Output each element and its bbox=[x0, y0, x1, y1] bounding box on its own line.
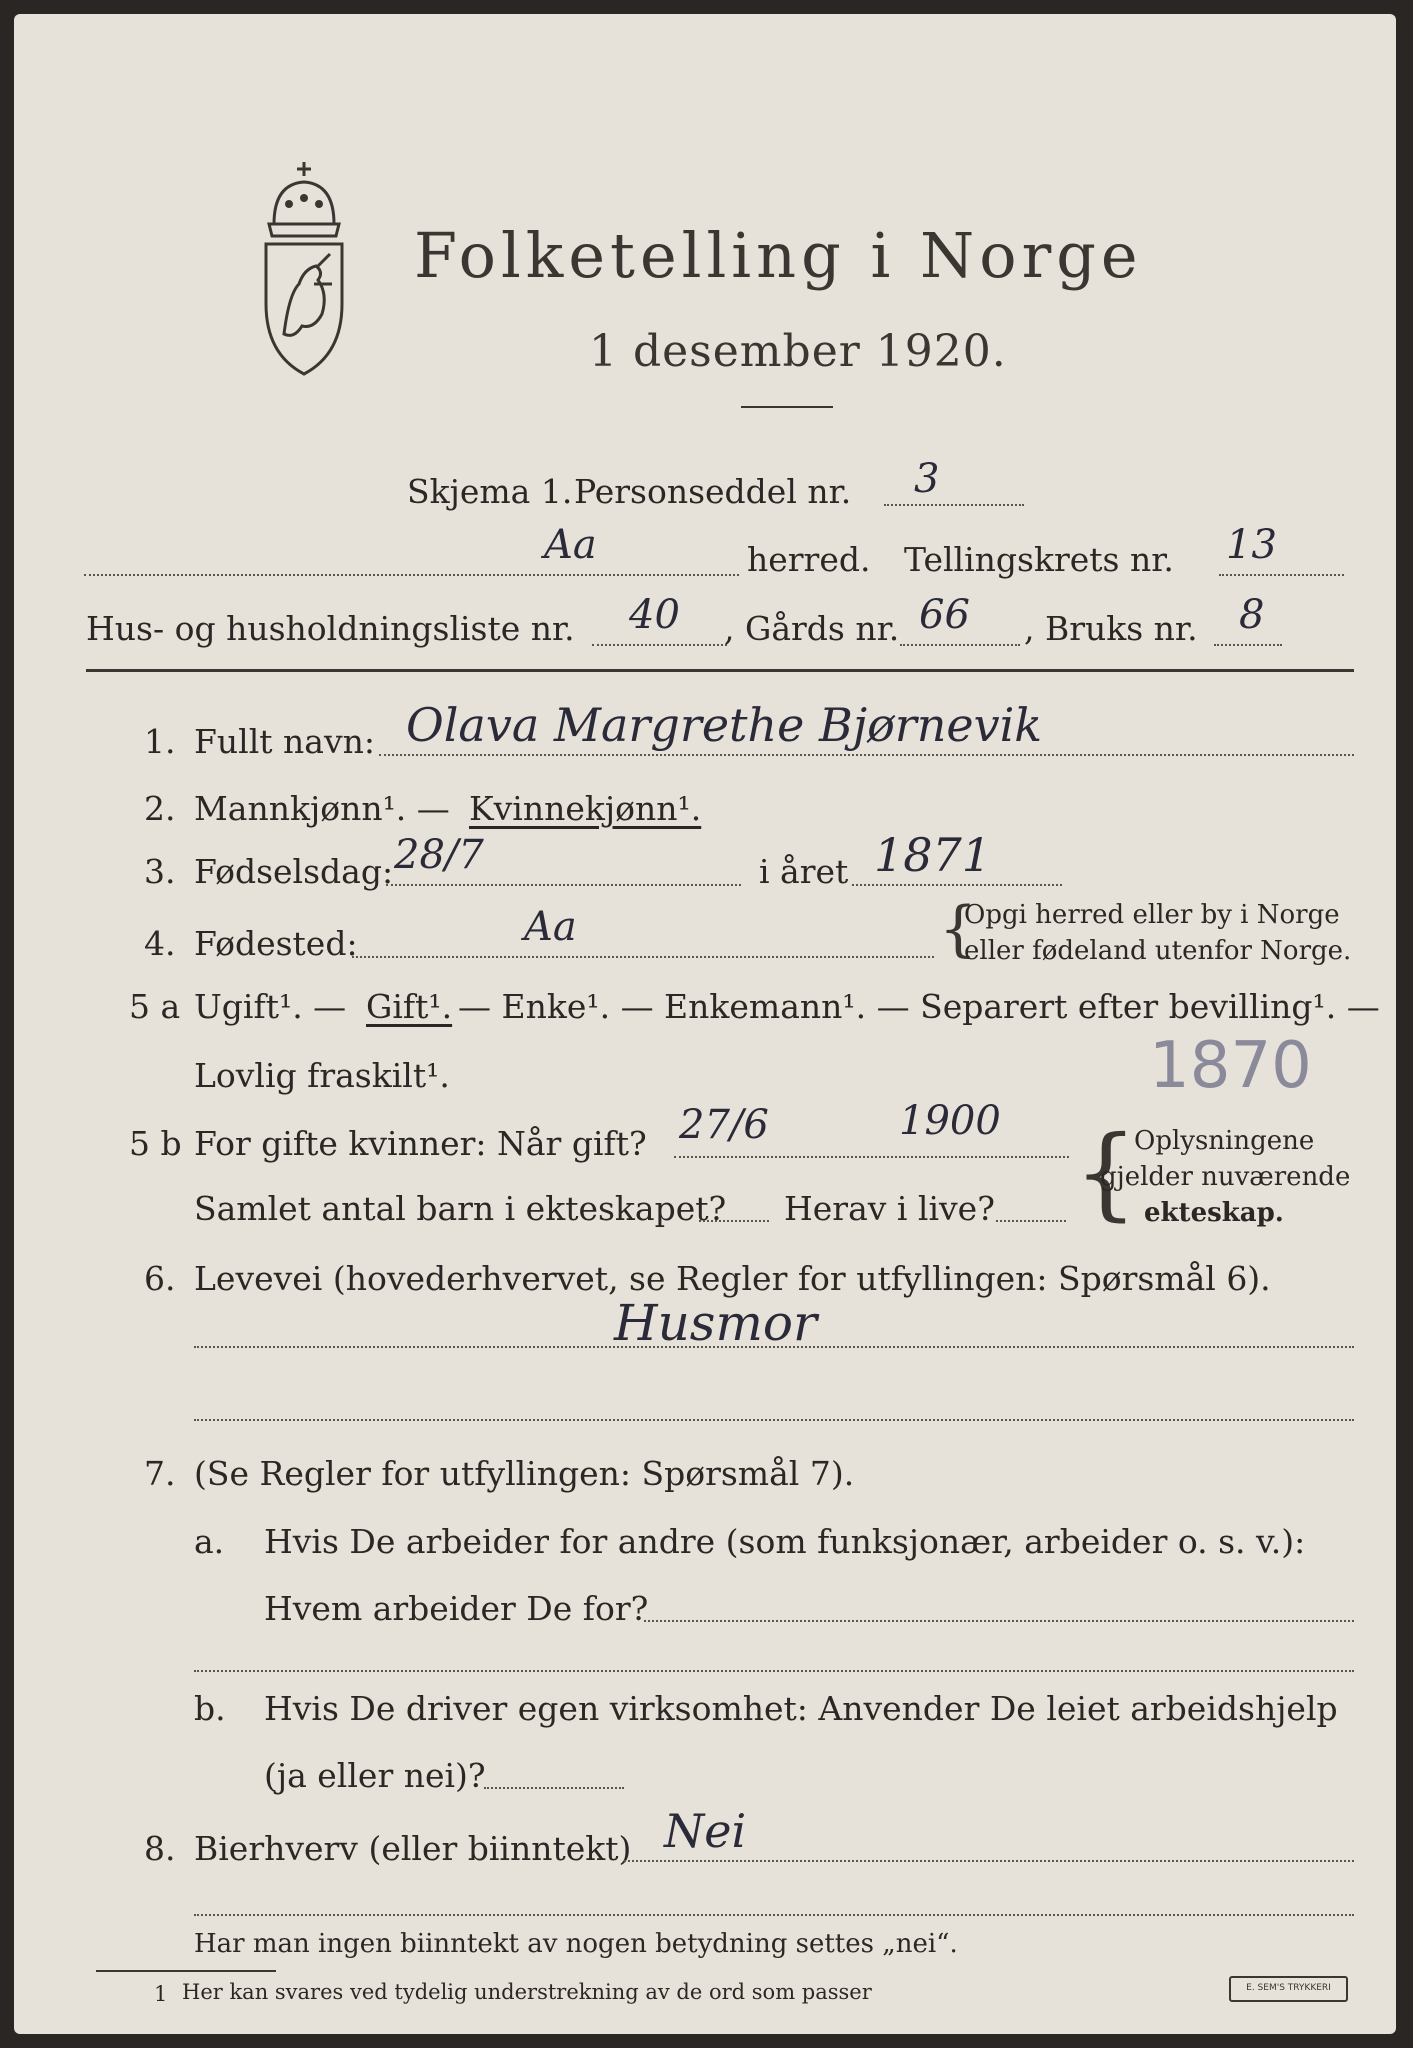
gards-value: 66 bbox=[919, 592, 970, 638]
bruks-field[interactable] bbox=[1214, 644, 1282, 646]
q3-number: 3. bbox=[144, 852, 176, 891]
occupation-field-2[interactable] bbox=[194, 1419, 1354, 1421]
tellingskrets-label: Tellingskrets nr. bbox=[904, 540, 1174, 579]
children-field[interactable] bbox=[699, 1220, 769, 1222]
employer-field-2[interactable] bbox=[194, 1670, 1354, 1672]
q4-number: 4. bbox=[144, 924, 176, 963]
birth-year-value: 1871 bbox=[874, 828, 992, 882]
title-divider bbox=[741, 406, 833, 408]
q4-label: Fødested: bbox=[194, 924, 358, 963]
q1-label: Fullt navn: bbox=[194, 722, 375, 761]
q5b-note-line2: gjelder nuværende bbox=[1100, 1162, 1351, 1192]
footnote-divider bbox=[96, 1970, 276, 1972]
q5b-note-brace: { bbox=[1074, 1114, 1138, 1231]
herred-value: Aa bbox=[544, 522, 597, 568]
q7a-number: a. bbox=[194, 1522, 225, 1561]
printer-stamp-text: E. SEM'S TRYKKERI bbox=[1246, 1983, 1331, 1993]
q7a-text2: Hvem arbeider De for? bbox=[264, 1589, 649, 1628]
children-label: Samlet antal barn i ekteskapet? bbox=[194, 1189, 727, 1228]
marriage-date-value: 27/6 bbox=[679, 1102, 769, 1148]
gards-field[interactable] bbox=[900, 644, 1020, 646]
occupation-value: Husmor bbox=[614, 1294, 817, 1352]
q5a-fraskilt-option[interactable]: Lovlig fraskilt¹. bbox=[194, 1056, 450, 1095]
herred-label: herred. bbox=[747, 540, 871, 579]
hired-help-field[interactable] bbox=[484, 1787, 624, 1789]
side-income-value: Nei bbox=[664, 1804, 747, 1858]
q4-note-brace: { bbox=[939, 894, 978, 964]
personseddel-field[interactable] bbox=[884, 504, 1024, 506]
tellingskrets-field[interactable] bbox=[1219, 574, 1344, 576]
q5a-ugift-option[interactable]: Ugift¹. — bbox=[194, 987, 347, 1026]
full-name-value: Olava Margrethe Bjørnevik bbox=[406, 698, 1043, 752]
q7b-text: Hvis De driver egen virksomhet: Anvender De leiet arbeidshjelp bbox=[264, 1689, 1338, 1728]
q6-label: Levevei (hovederhvervet, se Regler for utfyllingen: Spørsmål 6). bbox=[194, 1259, 1271, 1298]
q7b-text2: (ja eller nei)? bbox=[264, 1756, 486, 1795]
q3-label: Fødselsdag: bbox=[194, 852, 394, 891]
bruks-value: 8 bbox=[1239, 592, 1265, 638]
q4-note-line2: eller fødeland utenfor Norge. bbox=[964, 936, 1352, 966]
employer-field[interactable] bbox=[644, 1620, 1354, 1622]
q5b-note-line3: ekteskap. bbox=[1144, 1198, 1284, 1228]
q6-number: 6. bbox=[144, 1259, 176, 1298]
q5a-gift-option[interactable]: Gift¹. bbox=[366, 987, 453, 1026]
q5b-label: For gifte kvinner: Når gift? bbox=[194, 1124, 647, 1163]
coat-of-arms-icon bbox=[244, 154, 364, 384]
birthplace-field[interactable] bbox=[352, 956, 934, 958]
full-name-field[interactable] bbox=[379, 754, 1354, 756]
personseddel-label: Personseddel nr. bbox=[574, 472, 852, 511]
q5a-number: 5 a bbox=[129, 987, 181, 1026]
alive-field[interactable] bbox=[996, 1220, 1066, 1222]
q7a-text: Hvis De arbeider for andre (som funksjonær, arbeider o. s. v.): bbox=[264, 1522, 1306, 1561]
birthday-value: 28/7 bbox=[394, 832, 484, 878]
hus-field[interactable] bbox=[592, 644, 727, 646]
bruks-label: , Bruks nr. bbox=[1024, 609, 1198, 648]
q8-number: 8. bbox=[144, 1829, 176, 1868]
section-divider bbox=[86, 669, 1354, 672]
q1-number: 1. bbox=[144, 722, 176, 761]
census-form bbox=[14, 14, 1396, 2034]
hus-value: 40 bbox=[629, 592, 680, 638]
alive-label: Herav i live? bbox=[784, 1189, 995, 1228]
q3-year-label: i året bbox=[759, 852, 849, 891]
schema-label: Skjema 1. bbox=[407, 472, 573, 511]
q5a-pencil-note: 1870 bbox=[1149, 1029, 1312, 1103]
q5b-note-line1: Oplysningene bbox=[1134, 1126, 1315, 1156]
form-title: Folketelling i Norge bbox=[414, 219, 1143, 292]
printer-stamp bbox=[1229, 1976, 1348, 2002]
form-date: 1 desember 1920. bbox=[589, 326, 1007, 377]
q4-note-line1: Opgi herred eller by i Norge bbox=[964, 900, 1340, 930]
q7-label: (Se Regler for utfyllingen: Spørsmål 7). bbox=[194, 1454, 855, 1493]
q7-number: 7. bbox=[144, 1454, 176, 1493]
birthday-field[interactable] bbox=[386, 884, 741, 886]
marriage-year-value: 1900 bbox=[899, 1098, 1001, 1144]
gards-label: , Gårds nr. bbox=[724, 609, 900, 648]
footer-note: Har man ingen biinntekt av nogen betydning settes „nei“. bbox=[194, 1929, 958, 1959]
q2-number: 2. bbox=[144, 789, 176, 828]
birth-year-field[interactable] bbox=[852, 884, 1062, 886]
q2-male-option[interactable]: Mannkjønn¹. — bbox=[194, 789, 450, 828]
q5b-number: 5 b bbox=[129, 1124, 182, 1163]
footnote-mark: 1 bbox=[154, 1982, 168, 2006]
footnote-text: Her kan svares ved tydelig understrekning av de ord som passer bbox=[182, 1980, 872, 2004]
personseddel-value: 3 bbox=[914, 456, 940, 502]
herred-field[interactable] bbox=[84, 574, 739, 576]
q5a-other-options[interactable]: — Enke¹. — Enkemann¹. — Separert efter bevilling¹. — bbox=[458, 987, 1380, 1026]
birthplace-value: Aa bbox=[524, 904, 577, 950]
side-income-field-2[interactable] bbox=[194, 1914, 1354, 1916]
tellingskrets-value: 13 bbox=[1226, 522, 1277, 568]
q7b-number: b. bbox=[194, 1689, 226, 1728]
q2-female-option[interactable]: Kvinnekjønn¹. bbox=[469, 789, 702, 828]
marriage-date-field[interactable] bbox=[674, 1156, 1069, 1158]
hus-label: Hus- og husholdningsliste nr. bbox=[86, 609, 575, 648]
side-income-field[interactable] bbox=[624, 1860, 1354, 1862]
q8-label: Bierhverv (eller biinntekt) bbox=[194, 1829, 632, 1868]
